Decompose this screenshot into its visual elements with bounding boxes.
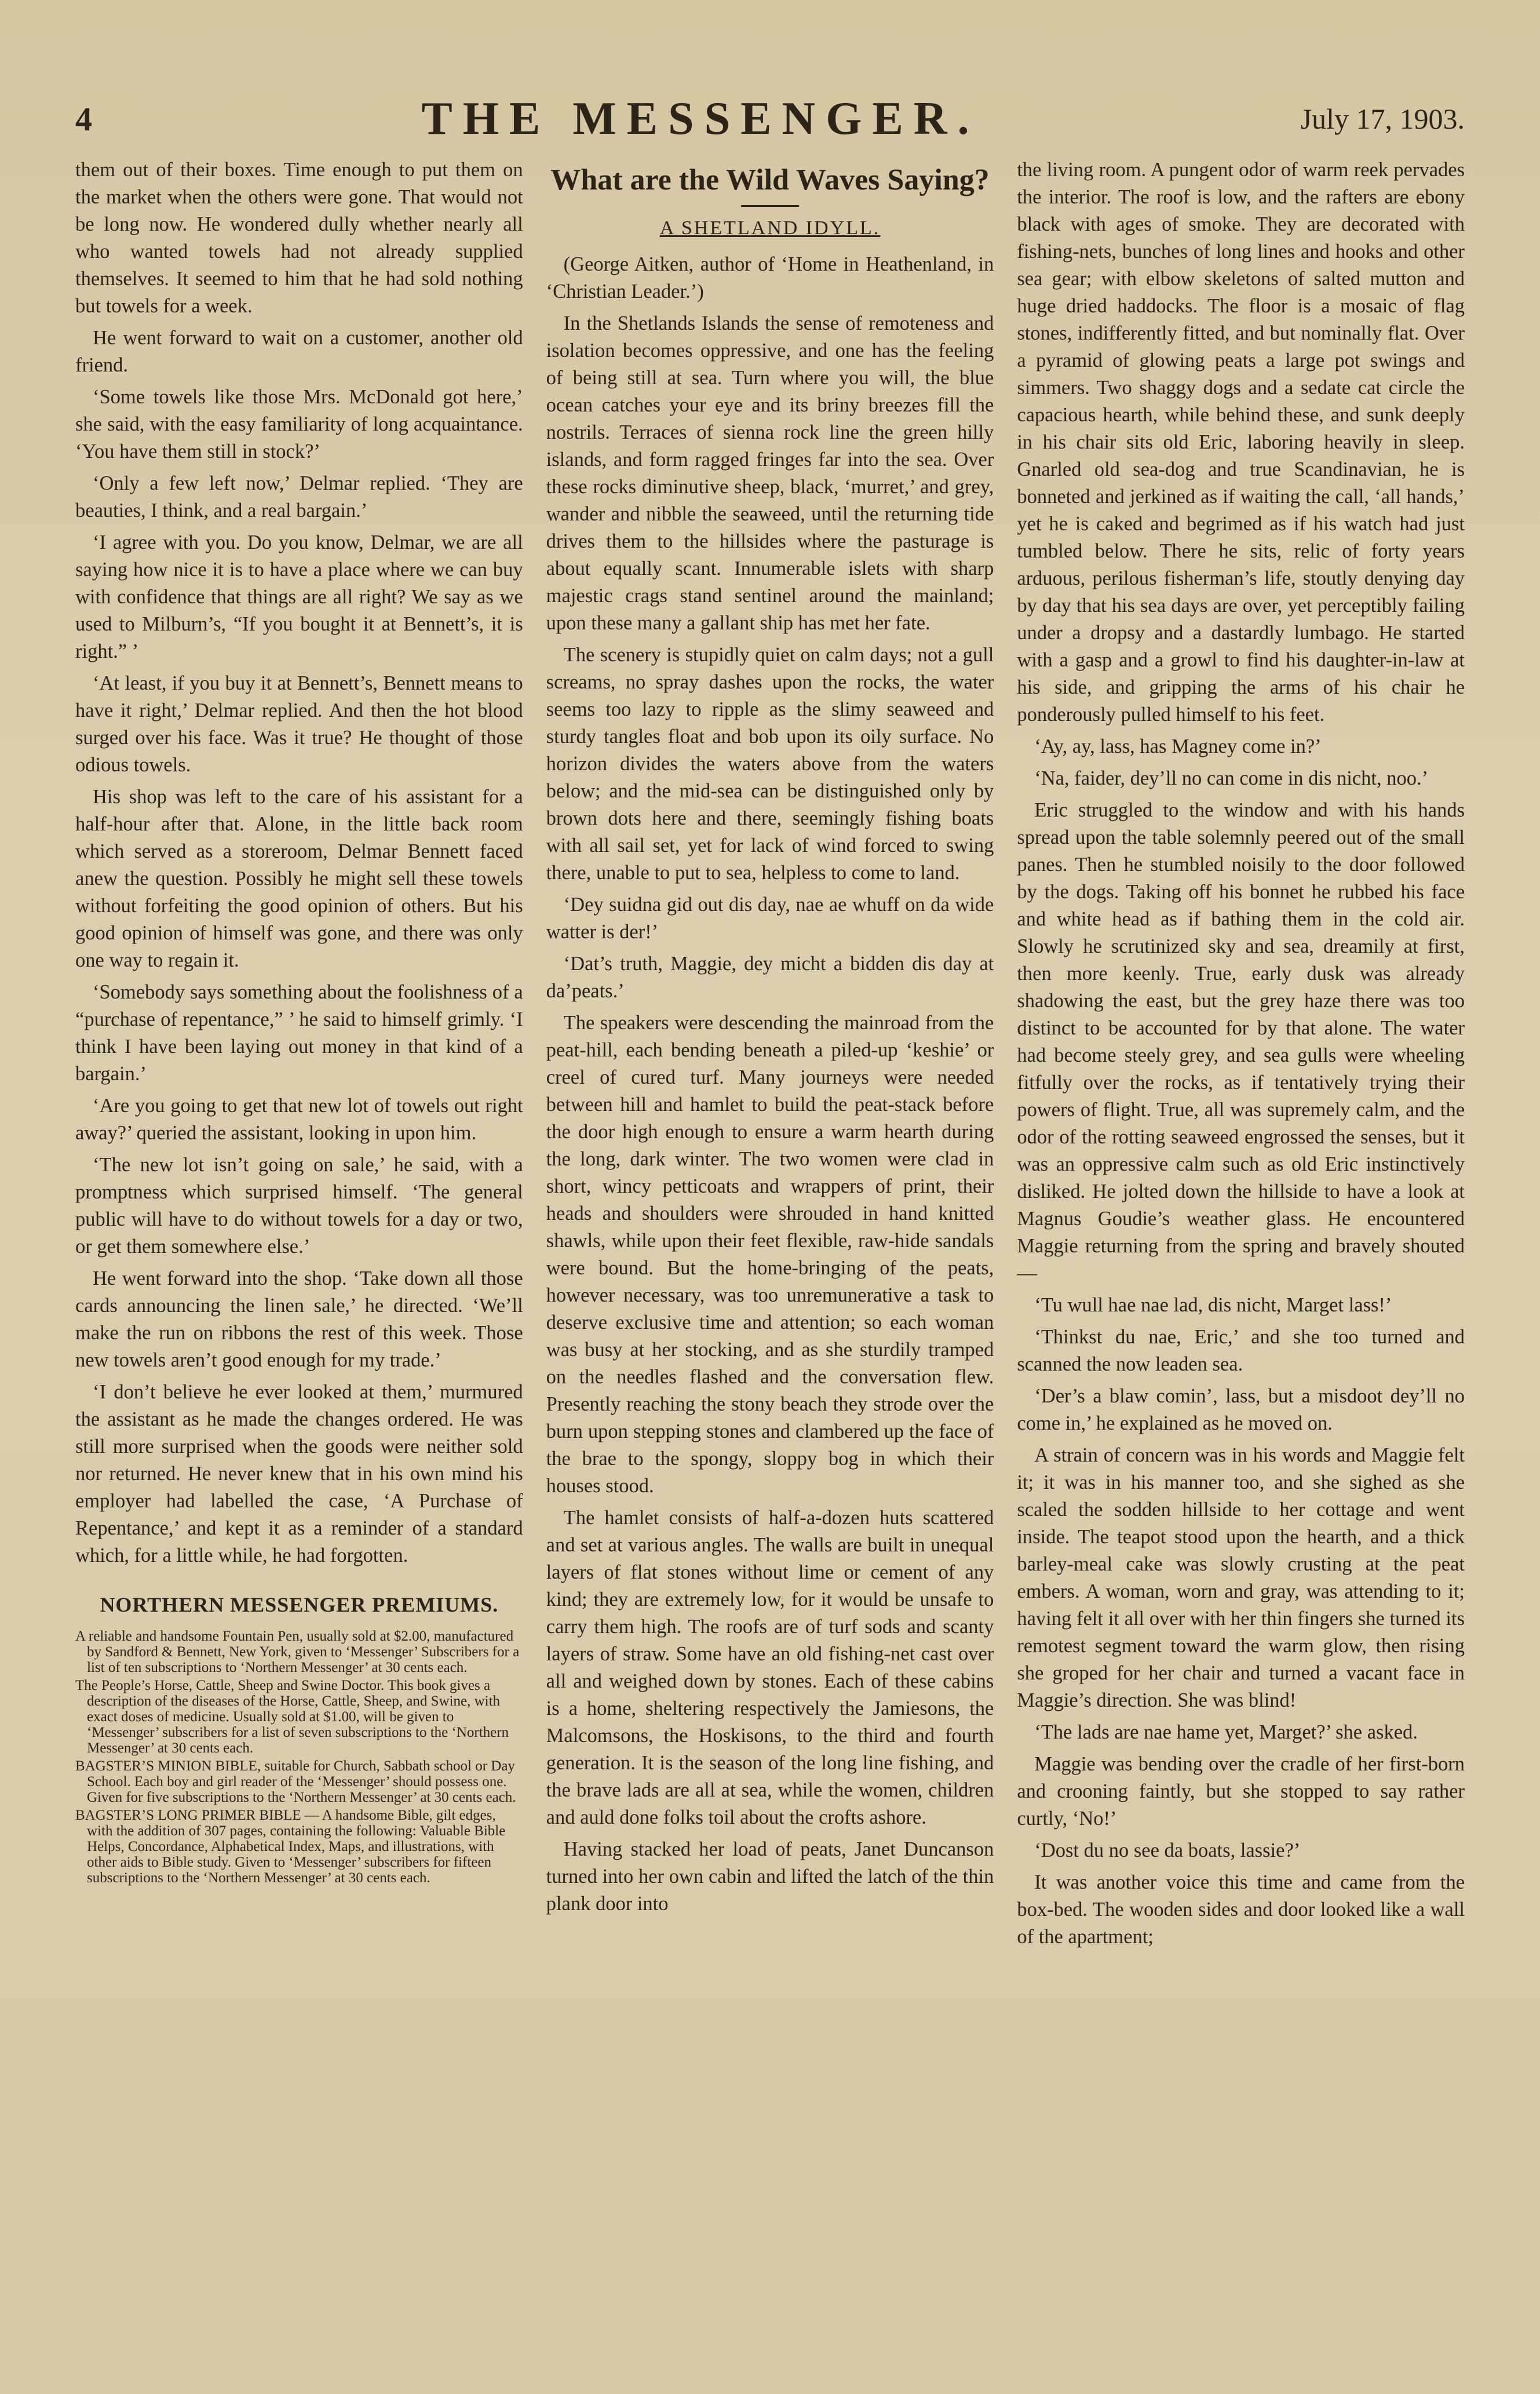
column-1 — [75, 156, 523, 2359]
column-2 — [546, 156, 994, 2359]
article-subtitle: A SHETLAND IDYLL. — [659, 217, 881, 239]
paragraph: ‘Ay, ay, lass, has Magney come in?’ — [1034, 735, 1322, 757]
paragraph: ‘I agree with you. Do you know, Delmar, we are all saying how nice it is to have a place where we can buy with confidence that things are all right? We say as we used to Milburn’s, “If you bought it at Bennett’s, it is right.” ’ — [75, 531, 523, 662]
paragraph: The scenery is stupidly quiet on calm days; not a gull screams, no spray dashes upon the rocks, the water seems too lazy to ripple as the slimy seaweed and sturdy tangles float and bob upon its oily surface. No horizon divides the waters above from the waters below; and the mid-sea can be distinguished only by brown dots here and there, seemingly fishing boats with all sail set, yet for lack of wind forced to swing there, unable to put to sea, helpless to come to land. — [546, 644, 994, 884]
paragraph: them out of their boxes. Time enough to put them on the market when the others were gone. That would not be long now. He wondered dully whether nearly all who wanted towels had not already supplied themselves. It seemed to him that he had sold nothing but towels for a week. — [75, 159, 523, 317]
paragraph: The speakers were descending the mainroad from the peat-hill, each bending beneath a piled-up ‘keshie’ or creel of cured turf. Many journeys were needed between hill and hamlet to build the peat-stack before the door high enough to ensure a warm hearth during the long, dark winter. The two women were clad in short, wincy petticoats and wrappers of print, their heads and shoulders were shrouded in hand knitted shawls, while upon their feet flexible, raw-hide sandals were bound. But the home-bringing of the peats, however necessary, was too unremunerative a task to deserve exclusive time and attention; so each woman was busy at her stocking, and as she sturdily tramped on the needles flashed and the conversation flew. Presently reaching the stony beach they strode over the burn upon stepping stones and clambered up the face of the brae to the spongy, sloppy bog in which their houses stood. — [546, 1012, 994, 1497]
paragraph: ‘The lads are nae hame yet, Marget?’ she asked. — [1034, 1721, 1418, 1743]
paragraph: ‘Thinkst du nae, Eric,’ and she too turned and scanned the now leaden sea. — [1017, 1326, 1465, 1375]
page-number: 4 — [75, 100, 92, 138]
paragraph: A strain of concern was in his words and Maggie felt it; it was in his manner too, and she sighed as she scaled the sodden hillside to her cottage and went inside. The teapot stood upon the hearth, and a thick barley-meal cake was slowly crusting at the peat embers. A woman, worn and gray, was attending to it; having felt it all over with her thin fingers she turned its remotest segment toward the warm glow, then rising she groped for her chair and turned a vacant face in Maggie’s direction. She was blind! — [1017, 1444, 1465, 1711]
paragraph: He went forward to wait on a customer, another old friend. — [75, 327, 523, 376]
premium-item: The People’s Horse, Cattle, Sheep and Swine Doctor. This book gives a description of the diseases of the Horse, Cattle, Sheep, and Swine, with exact doses of medicine. Usually sold at $1.00, will be given to ‘Messenger’ subscribers for a list of seven subscriptions to the ‘Northern Messenger’ at 30 cents each. — [75, 1678, 509, 1756]
paragraph: ‘I don’t believe he ever looked at them,’ murmured the assistant as he made the changes ordered. He was still more surprised when the goods were neither sold nor returned. He never knew that in his own mind his employer had labelled the case, ‘A Purchase of Repentance,’ and kept it as a reminder of a standard which, for a little while, he had forgotten. — [75, 1381, 523, 1566]
paragraph: the living room. A pungent odor of warm reek pervades the interior. The roof is low, and the rafters are ebony black with ages of smoke. They are decorated with fishing-nets, bunches of long lines and hooks and other sea gear; with elbow skeletons of salted mutton and huge dried haddocks. The floor is a mosaic of flag stones, indifferently fitted, and but nominally flat. Over a pyramid of glowing peats a large pot swings and simmers. Two shaggy dogs and a sedate cat circle the capacious hearth, while behind these, and sunk deeply in his chair sits old Eric, laboring heavily in sleep. Gnarled old sea-dog and true Scandinavian, he is bonneted and jerkined as if waiting the call, ‘all hands,’ yet he is caked and begrimed as if his watch had just tumbled below. There he sits, relic of forty years arduous, perilous fisherman’s life, stoutly denying day by day that his sea days are over, yet perceptibly failing under a dropsy and a dastardly lumbago. He started with a gasp and a growl to find his daughter-in-law at his side, and gripping the arms of his chair he ponderously pulled himself to his feet. — [1017, 159, 1465, 726]
paragraph: ‘Dey suidna gid out dis day, nae ae whuff on da wide watter is der!’ — [546, 894, 994, 943]
paragraph: It was another voice this time and came from the box-bed. The wooden sides and door looked like a wall of the apartment; — [1017, 1871, 1465, 1948]
paragraph: ‘Only a few left now,’ Delmar replied. ‘They are beauties, I think, and a real bargain.’ — [75, 472, 523, 522]
paragraph: ‘Somebody says something about the foolishness of a “purchase of repentance,” ’ he said to himself grimly. ‘I think I have been laying out money in that kind of a bargain.’ — [75, 981, 523, 1085]
title-divider — [741, 205, 799, 207]
paragraph: Eric struggled to the window and with his hands spread upon the table solemnly peered out of the small panes. Then he stumbled noisily to the door followed by the dogs. Taking off his bonnet he rubbed his face and white head as if bathing them in the cold air. Slowly he scrutinized sky and sea, dreamily at first, then more keenly. True, early dusk was already shadowing the east, but the grey haze there was too distinct to be accounted for by that alone. The water had become steely grey, and sea gulls were wheeling fitfully over the rocks, as if tentatively trying their powers of flight. True, all was supremely calm, and the odor of the rotting seaweed engrossed the senses, but it was an oppressive calm such as old Eric instinctively disliked. He jolted down the hillside to have a look at Magnus Goudie’s weather glass. He encountered Maggie returning from the spring and bravely shouted— — [1017, 799, 1465, 1284]
paragraph: Maggie was bending over the cradle of her first-born and crooning faintly, but she stopped to say rather curtly, ‘No!’ — [1017, 1753, 1465, 1830]
paragraph: He went forward into the shop. ‘Take down all those cards announcing the linen sale,’ he directed. ‘We’ll make the run on ribbons the rest of this week. Those new towels aren’t good enough for my trade.’ — [75, 1267, 523, 1371]
paragraph: ‘At least, if you buy it at Bennett’s, Bennett means to have it right,’ Delmar replied. And then the hot blood surged over his face. Was it true? He thought of those odious towels. — [75, 672, 523, 776]
paragraph: ‘Dat’s truth, Maggie, dey micht a bidden dis day at da’peats.’ — [546, 953, 994, 1002]
premium-item: A reliable and handsome Fountain Pen, usually sold at $2.00, manufactured by Sandford & Bennett, New York, given to ‘Messenger’ Subscribers for a list of ten subscriptions to ‘Northern Messenger’ at 30 cents each. — [75, 1628, 520, 1675]
paragraph: Having stacked her load of peats, Janet Duncanson turned into her own cabin and lifted the latch of the thin plank door into — [546, 1838, 994, 1915]
paragraph: ‘Der’s a blaw comin’, lass, but a misdoot dey’ll no come in,’ he explained as he moved on. — [1017, 1385, 1465, 1434]
paragraph: In the Shetlands Islands the sense of remoteness and isolation becomes oppressive, and one has the feeling of being still at sea. Turn where you will, the blue ocean catches your eye and its briny breezes fill the nostrils. Terraces of sienna rock line the green hilly islands, and form ragged fringes far into the sea. Over these rocks diminutive sheep, black, ‘murret,’ and grey, wander and nibble the seaweed, until the returning tide drives them to the hillsides where the pasturage is about equally scant. Innumerable islets with sharp majestic crags stand sentinel around the mainland; upon these many a gallant ship has met her fate. — [546, 312, 994, 634]
paragraph: ‘Tu wull hae nae lad, dis nicht, Marget lass!’ — [1034, 1294, 1392, 1316]
article-columns — [75, 156, 1465, 2359]
premiums-heading: NORTHERN MESSENGER PREMIUMS. — [100, 1593, 499, 1616]
premium-item: BAGSTER’S LONG PRIMER BIBLE — A handsome Bible, gilt edges, with the addition of 307 pages, containing the following: Valuable Bible Helps, Concordance, Alphabetical Index, Maps, and illustrations, with other aids to Bible study. Given to ‘Messenger’ subscribers for fifteen subscriptions to the ‘Northern Messenger’ at 30 cents each. — [75, 1808, 506, 1886]
paragraph: ‘The new lot isn’t going on sale,’ he said, with a promptness which surprised himself. ‘The general public will have to do without towels for a day or two, or get them somewhere else.’ — [75, 1154, 523, 1258]
paragraph: ‘Some towels like those Mrs. McDonald got here,’ she said, with the easy familiarity of long acquaintance. ‘You have them still in stock?’ — [75, 386, 523, 462]
paragraph: ‘Na, faider, dey’ll no can come in dis nicht, noo.’ — [1034, 767, 1429, 789]
issue-date: July 17, 1903. — [1300, 103, 1465, 135]
paragraph: His shop was left to the care of his assistant for a half-hour after that. Alone, in the little back room which served as a storeroom, Delmar Bennett faced anew the question. Possibly he might sell these towels without forfeiting the good opinion of others. But his good opinion of himself was gone, and there was only one way to regain it. — [75, 786, 523, 971]
paragraph: The hamlet consists of half-a-dozen huts scattered and set at various angles. The walls are built in unequal layers of flat stones without lime or cement of any kind; they are extremely low, for it would be unsafe to carry them high. The roofs are of turf sods and scanty layers of straw. Some have an old fishing-net cast over all and weighed down by stones. Each of these cabins is a home, sheltering respectively the Jamiesons, the Malcomsons, the Hoskisons, to the third and fourth generation. It is the season of the long line fishing, and the brave lads are all at sea, while the women, children and auld done folks toil about the crofts ashore. — [546, 1507, 994, 1828]
byline: (George Aitken, author of ‘Home in Heathenland, in ‘Christian Leader.’) — [546, 253, 994, 303]
paragraph: ‘Dost du no see da boats, lassie?’ — [1034, 1839, 1301, 1861]
masthead — [75, 93, 1465, 145]
article-title: What are the Wild Waves Saying? — [550, 163, 990, 196]
paragraph: ‘Are you going to get that new lot of towels out right away?’ queried the assistant, looking in upon him. — [75, 1095, 523, 1144]
newspaper-title: THE MESSENGER. — [421, 93, 980, 144]
premium-item: BAGSTER’S MINION BIBLE, suitable for Church, Sabbath school or Day School. Each boy and girl reader of the ‘Messenger’ should possess one. Given for five subscriptions to the ‘Northern Messenger’ at 30 cents each. — [75, 1758, 516, 1805]
column-3 — [1017, 156, 1465, 2359]
